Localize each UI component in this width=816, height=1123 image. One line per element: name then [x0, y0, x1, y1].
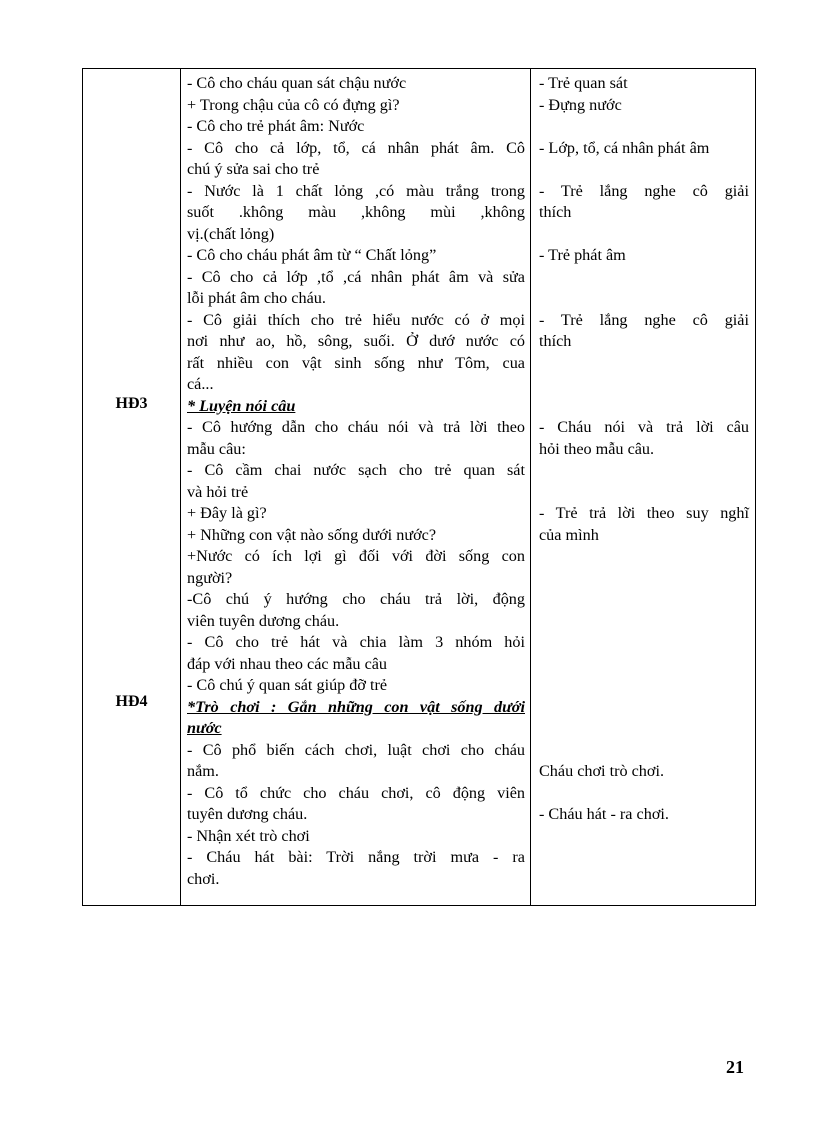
teacher-line: - Cô cầm chai nước sạch cho trẻ quan sát [187, 461, 525, 479]
teacher-line: mẫu câu: [187, 439, 246, 458]
teacher-line: - Cô hướng dẫn cho cháu nói và trả lời theo [187, 418, 525, 436]
teacher-line: và hỏi trẻ [187, 482, 249, 501]
activity-label-hd4: HĐ4 [115, 693, 148, 710]
lesson-plan-table [82, 68, 756, 906]
teacher-line: - Cô chú ý quan sát giúp đỡ trẻ [187, 676, 388, 694]
teacher-line: suốt .không màu ,không mùi ,không [187, 203, 525, 221]
teacher-line: cá... [187, 375, 214, 393]
column-divider [530, 69, 531, 905]
teacher-line: nơi như ao, hồ, sông, suối. Ở dướ nước có [187, 332, 525, 350]
teacher-line: - Cô tổ chức cho cháu chơi, cô động viên [187, 783, 525, 802]
teacher-line: - Cô cho cháu quan sát chậu nước [187, 74, 407, 92]
child-line: Cháu chơi trò chơi. [539, 762, 665, 780]
teacher-line: rất nhiều con vật sinh sống như Tôm, cua [187, 353, 525, 372]
teacher-line: chú ý sửa sai cho trẻ [187, 160, 320, 178]
teacher-line: đáp với nhau theo các mẫu câu [187, 654, 388, 673]
teacher-line: - Cô cho trẻ phát âm: Nước [187, 117, 365, 135]
section-title-tro-choi-cont: nước [187, 719, 222, 737]
child-line: - Đựng nước [539, 95, 622, 114]
teacher-line: +Nước có ích lợi gì đối với đời sống con [187, 547, 525, 565]
teacher-line: - Cô giải thích cho trẻ hiểu nước có ở mọi [187, 310, 525, 329]
teacher-line: lỗi phát âm cho cháu. [187, 289, 326, 307]
section-title-tro-choi: *Trò chơi : Gắn những con vật sống dưới [187, 697, 525, 716]
teacher-line: - Cô cho trẻ hát và chia làm 3 nhóm hỏi [187, 633, 525, 651]
child-line: - Trẻ trả lời theo suy nghĩ [539, 504, 749, 522]
teacher-line: vị.(chất lỏng) [187, 224, 275, 243]
teacher-line: - Cháu hát bài: Trời nắng trời mưa - ra [187, 848, 525, 866]
child-line: - Trẻ lắng nghe cô giải [539, 310, 749, 329]
child-line: thích [539, 332, 572, 350]
column-divider [180, 69, 181, 905]
child-line: - Cháu hát - ra chơi. [539, 805, 669, 823]
teacher-line: - Cô cho cả lớp ,tổ ,cá nhân phát âm và sửa [187, 267, 525, 286]
teacher-line: - Nước là 1 chất lỏng ,có màu trắng trong [187, 181, 525, 200]
teacher-line: - Cô cho cháu phát âm từ “ Chất lỏng” [187, 246, 437, 264]
child-line: - Lớp, tổ, cá nhân phát âm [539, 138, 710, 157]
child-line: - Trẻ phát âm [539, 246, 626, 264]
teacher-line: -Cô chú ý hướng cho cháu trả lời, động [187, 590, 525, 608]
teacher-line: - Nhận xét trò chơi [187, 826, 310, 845]
teacher-line: - Cô phổ biến cách chơi, luật chơi cho cháu [187, 740, 525, 759]
page-number: 21 [726, 1057, 744, 1077]
activity-label-hd3: HĐ3 [115, 395, 148, 412]
activity-column [83, 69, 180, 905]
teacher-line: chơi. [187, 869, 220, 888]
child-line: hỏi theo mẫu câu. [539, 439, 655, 458]
teacher-line: + Những con vật nào sống dưới nước? [187, 525, 437, 544]
teacher-line: + Đây là gì? [187, 504, 267, 522]
teacher-line: người? [187, 568, 233, 587]
teacher-line: - Cô cho cả lớp, tổ, cá nhân phát âm. Cô [187, 138, 525, 157]
section-title-luyen-noi-cau: * Luyện nói câu [187, 396, 296, 415]
child-line: - Trẻ quan sát [539, 74, 628, 92]
teacher-line: viên tuyên dương cháu. [187, 611, 340, 630]
child-line: - Cháu nói và trả lời câu [539, 418, 749, 436]
teacher-line: nắm. [187, 762, 219, 780]
teacher-line: tuyên dương cháu. [187, 805, 308, 823]
child-line: của mình [539, 525, 599, 544]
child-line: - Trẻ lắng nghe cô giải [539, 181, 749, 200]
teacher-line: + Trong chậu của cô có đựng gì? [187, 95, 400, 114]
child-line: thích [539, 203, 572, 221]
